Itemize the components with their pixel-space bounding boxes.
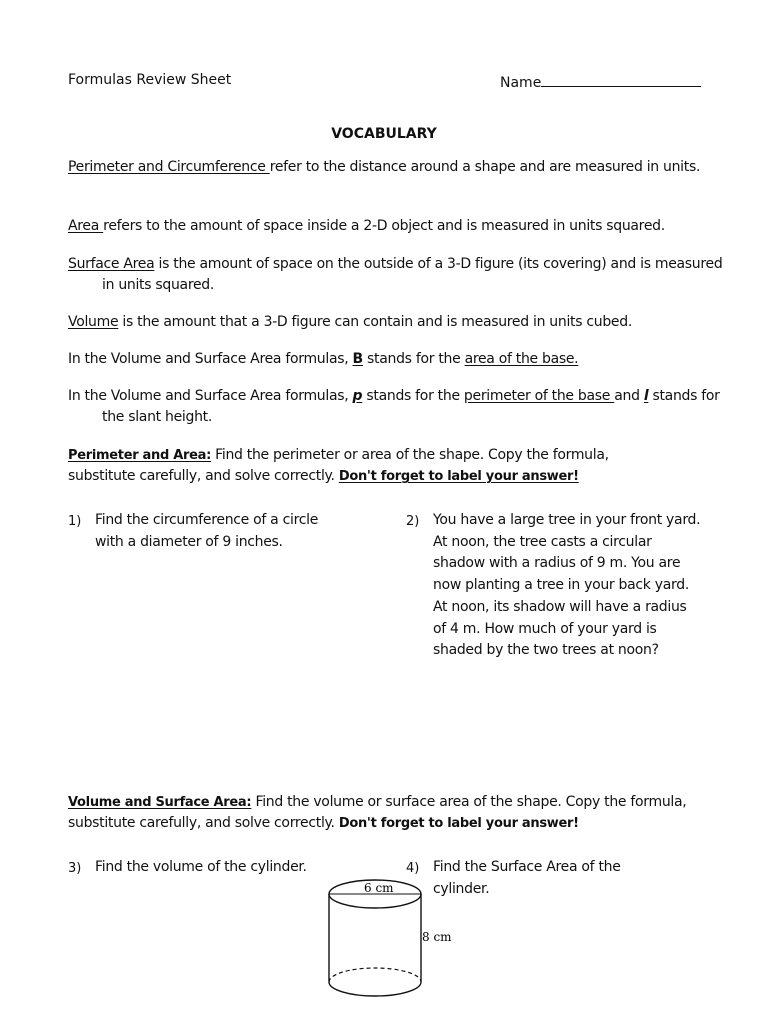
cylinder-diameter-label: 6 cm [364, 881, 394, 895]
section-perimeter-area-instructions [68, 445, 678, 487]
question-3-number: 3) [68, 861, 82, 876]
definition-surface-area: is the amount of space on the outside of a 3-D figure (its covering) and is measured in units squared. [102, 256, 723, 293]
sheet-title: Formulas Review Sheet [68, 72, 232, 88]
b-line-mid: stands for the [362, 351, 465, 367]
term-perimeter-of-base: perimeter of the base [463, 388, 615, 404]
term-area: Area [68, 218, 104, 234]
definition-perimeter: refer to the distance around a shape and are measured in units. [269, 159, 701, 175]
name-blank [541, 72, 701, 87]
term-volume: Volume [68, 314, 119, 330]
question-2-number: 2) [406, 514, 420, 529]
term-surface-area: Surface Area [68, 256, 155, 272]
name-field [500, 72, 701, 91]
question-4-text: Find the Surface Area of the cylinder. [433, 859, 621, 897]
section-volume-surface-heading: Volume and Surface Area: [68, 795, 252, 810]
vocabulary-heading: VOCABULARY [331, 126, 437, 142]
section-volume-surface-text: Find the volume or surface area of the shape. Copy the formula, substitute carefully, and solve correctly. [68, 794, 687, 831]
question-3-text: Find the volume of the cylinder. [95, 859, 307, 875]
vocab-b-line [68, 349, 728, 370]
vocab-area [68, 216, 728, 237]
symbol-l: l [643, 388, 649, 404]
definition-area: refers to the amount of space inside a 2-D object and is measured in units squared. [103, 218, 665, 234]
section-perimeter-area-heading: Perimeter and Area: [68, 448, 211, 463]
vocab-volume [68, 312, 728, 333]
question-4-number: 4) [406, 861, 420, 876]
section-perimeter-area-emphasis: Don't forget to label your answer! [338, 469, 579, 484]
cylinder-figure [320, 870, 460, 1010]
question-1-number: 1) [68, 514, 82, 529]
section-volume-surface-instructions [68, 792, 688, 834]
cylinder-bottom-back-dashed [329, 968, 421, 982]
symbol-p: p [352, 388, 363, 404]
vocab-surface-area [68, 254, 732, 296]
vocab-p-line [68, 386, 742, 428]
section-volume-surface-emphasis: Don't forget to label your answer! [338, 816, 579, 831]
p-line-mid: stands for the [362, 388, 464, 404]
definition-volume: is the amount that a 3-D figure can contain and is measured in units cubed. [118, 314, 632, 330]
p-line-and: and [614, 388, 644, 404]
term-area-of-base: area of the base. [464, 351, 579, 367]
b-line-prefix: In the Volume and Surface Area formulas, [68, 351, 353, 367]
symbol-b: B [352, 351, 363, 367]
p-line-prefix: In the Volume and Surface Area formulas, [68, 388, 353, 404]
vocab-perimeter [68, 157, 732, 178]
cylinder-height-label: 8 cm [422, 930, 452, 944]
cylinder-bottom-front [329, 982, 421, 996]
question-1-text: Find the circumference of a circle with a diameter of 9 inches. [95, 512, 319, 550]
question-2-text: You have a large tree in your front yard. At noon, the tree casts a circular shadow with a radius of 9 m. You are now planting a tree in your back yard. At noon, its shadow will have a radius of 4 m. How much of your yard is shaded by the two trees at noon? [433, 512, 701, 659]
term-perimeter: Perimeter and Circumference [68, 159, 270, 175]
name-label: Name [500, 75, 542, 91]
section-perimeter-area-text: Find the perimeter or area of the shape. Copy the formula, substitute carefully, and solve correctly. [68, 447, 609, 484]
p-line-rest: stands for the slant height. [102, 388, 720, 425]
